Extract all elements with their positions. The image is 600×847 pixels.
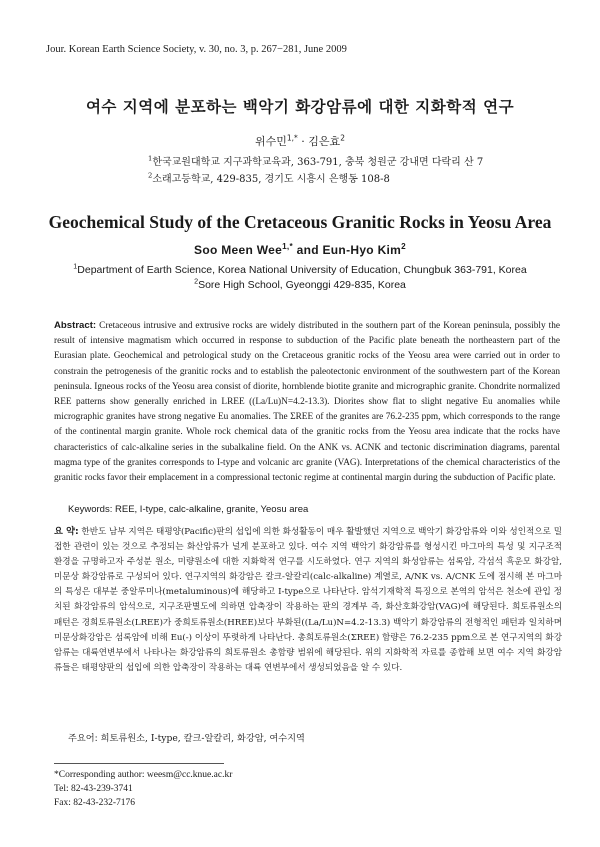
abstract-text: Cretaceous intrusive and extrusive rocks are widely distributed in the southern part of the Korean peninsula, possibly the result of intensive magmatism which occurred in response to subduction of the Pacific plate beneath the northeastern part of the Eurasian plate. Geochemical and petrological study on the Cretaceous granitic rocks of the Yeosu area were carried out in order to constrain the petrogenesis of the granitic rocks and to establish the paleotectonic environment of the southwestern part of the Korean peninsula. Igneous rocks of the Yeosu area consist of diorite, hornblende biotite granite and micrographic granite. Chondrite normalized REE patterns show generally enriched in LREE ((La/Lu)N=4.2-13.3). Diorites show flat to slight negative Eu anomalies while micrographic granites have strong negative Eu anomalies. The ΣREE of the granites are 76.2-235 ppm, which corresponds to the range of the continental margin granite. Whole rock chemical data of the granitic rocks from the Yeosu area indicate that the rocks have characteristics of calc-alkaline series in the subalkaline field. On the ANK vs. ACNK and tectonic discrimination diagrams, parental magma type of the granites corresponds to I-type and volcanic arc granite (VAG). Interpretations of the chemical characteristics of the granitic rocks favor their emplacement in a compressional tectonic regime at continental margin during the subduction of Pacific plate.	[54, 321, 561, 484]
corresponding-author-footnote: *Corresponding author: weesm@cc.knue.ac.kr	[54, 770, 233, 780]
english-author-1-sup: 1,*	[282, 242, 293, 251]
english-affiliation-1-sup: 1	[73, 262, 78, 271]
keywords-text: REE, I-type, calc-alkaline, granite, Yeosu area	[115, 504, 309, 515]
abstract-label: Abstract:	[54, 320, 97, 331]
korean-author-2-sup: 2	[340, 133, 345, 143]
english-affiliation-2-text: Sore High School, Gyeonggi 429-835, Korea	[198, 279, 406, 291]
korean-affiliation-1	[148, 153, 588, 168]
korean-affiliation-2-text: 소래고등학교, 429-835, 경기도 시흥시 은행동 108-8	[152, 174, 390, 185]
english-affiliation-2-sup: 2	[194, 277, 199, 286]
english-authors	[0, 243, 600, 257]
keywords	[68, 504, 558, 515]
korean-author-separator: ·	[297, 135, 309, 148]
english-author-2: Eun-Hyo Kim	[322, 243, 402, 257]
korean-author-1-sup: 1,*	[286, 133, 298, 143]
telephone-footnote: Tel: 82-43-239-3741	[54, 784, 133, 794]
korean-title: 여수 지역에 분포하는 백악기 화강암류에 대한 지화학적 연구	[85, 98, 515, 116]
korean-author-2: 김은효	[308, 135, 341, 148]
english-title: Geochemical Study of the Cretaceous Granitic Rocks in Yeosu Area	[48, 212, 552, 232]
korean-affiliation-1-text: 한국교원대학교 지구과학교육과, 363-791, 충북 청원군 강내면 다락리 산 7	[152, 157, 484, 168]
abstract	[54, 318, 560, 486]
korean-keywords-text: 희토류원소, I-type, 칼크-알칼리, 화강암, 여수지역	[100, 733, 305, 744]
english-author-1: Soo Meen Wee	[194, 243, 283, 257]
english-affiliation-1	[0, 264, 600, 276]
journal-citation: Jour. Korean Earth Science Society, v. 30, no. 3, p. 267−281, June 2009	[46, 44, 347, 55]
korean-keywords-label: 주요어:	[68, 733, 98, 744]
korean-affiliation-1-sup: 1	[148, 154, 153, 163]
english-affiliation-1-text: Department of Earth Science, Korea National University of Education, Chungbuk 363-791, Korea	[77, 264, 527, 276]
korean-abstract-text: 한반도 남부 지역은 태평양(Pacific)판의 섭입에 의한 화성활동이 매우 활발했던 지역으로 백악기 화강암류와 이와 성인적으로 밀접한 관련이 있는 것으로 추정되는 화산암류가 널게 분포하고 있다. 여수 지역 백악기 화강암류를 형성시킨 마그마의 특성 및 지구조적 환경을 규명하고자 주성분 원소, 미량원소에 대한 지화학적 연구를 시도하였다. 연구 지역의 화성암류는 섬록암, 각섬석 흑운모 화강암, 미문상 화강암류로 구성되어 있다. 연구지역의 화강암은 칼크-알칼리(calc-alkaline) 계열로, A/NK vs. A/CNK 도에 점시해 본 마그마의 특성은 대부분 중알루미나(metaluminous)에 해당하고 I-type으로 나타난다. 암석기재학적 특징으로 본역의 암석은 천소에 관입 정치된 화강암류의 암석으로, 지구조판별도에 의하면 압축장이 작용하는 판의 경계부 즉, 화산호화강암(VAG)에 해당된다. 희토류원소의 패턴은 경희토류원소(LREE)가 중희토류원소(HREE)보다 부화된((La/Lu)N=4.2-13.3) 백악기 화강암류의 전형적인 패턴과 일치하며 미문상화강암은 섬록암에 비해 Eu(-) 이상이 뚜렷하게 나타난다. 총희토류원소(ΣREE) 함량은 76.2-235 ppm으로 본 연구지역의 화강암류는 대륙연변부에서 나타나는 화강암류의 희토류원소 총함량 범위에 해당된다. 위의 지화학적 자료를 종합해 보면 여수 지역 화강암류들은 태평양판의 섭입에 의한 압축장이 작용하는 대륙 연변부에서 생성되었음을 알 수 있다.	[54, 527, 562, 673]
korean-keywords	[68, 730, 558, 744]
fax-footnote: Fax: 82-43-232-7176	[54, 798, 136, 808]
keywords-label: Keywords:	[68, 504, 113, 515]
english-author-separator: and	[292, 243, 323, 257]
footnote-divider	[54, 763, 224, 764]
korean-abstract	[54, 524, 562, 676]
korean-affiliation-2	[148, 170, 588, 185]
korean-authors	[0, 133, 600, 149]
english-affiliation-2	[0, 279, 600, 291]
korean-affiliation-2-sup: 2	[148, 171, 153, 180]
english-author-2-sup: 2	[401, 242, 406, 251]
korean-author-1: 위수민	[255, 135, 287, 148]
korean-abstract-label: 요 약:	[54, 526, 79, 537]
